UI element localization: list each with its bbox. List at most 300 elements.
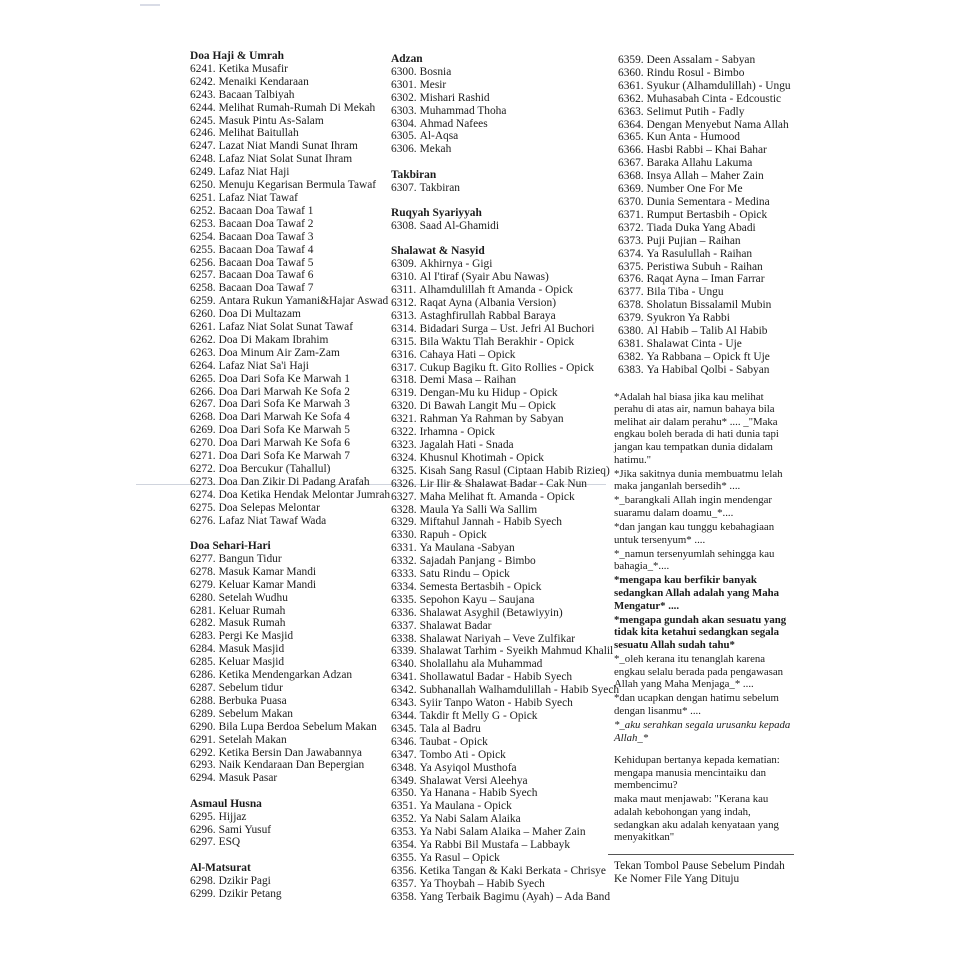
track-title: Bacaan Doa Tawaf 5 xyxy=(218,256,314,269)
track-list-item xyxy=(381,878,606,891)
track-number: 6242. xyxy=(190,75,216,88)
track-title: Satu Rindu – Opick xyxy=(419,568,510,581)
track-number: 6373. xyxy=(618,234,644,247)
track-title: Doa Dan Zikir Di Padang Arafah xyxy=(218,475,370,488)
track-number: 6371. xyxy=(618,208,644,221)
track-list-item xyxy=(180,682,380,695)
track-number: 6319. xyxy=(391,387,417,400)
track-number: 6313. xyxy=(391,309,417,322)
track-list-item xyxy=(180,386,380,399)
track-list-item xyxy=(608,106,794,119)
track-title: Sepohon Kayu – Saujana xyxy=(419,593,535,606)
track-number: 6244. xyxy=(190,101,216,114)
track-number: 6306. xyxy=(391,143,417,156)
track-title: Lafaz Niat Haji xyxy=(218,166,290,179)
track-title: Astaghfirullah Rabbal Baraya xyxy=(419,309,556,322)
track-list-item xyxy=(381,92,606,105)
track-list-item xyxy=(608,144,794,157)
track-section xyxy=(381,245,620,903)
track-number: 6241. xyxy=(190,62,216,75)
track-title: Syukur (Alhamdulillah) - Ungu xyxy=(646,79,791,92)
track-list-item xyxy=(381,413,606,426)
track-title: Bidadari Surga – Ust. Jefri Al Buchori xyxy=(419,322,595,335)
track-number: 6281. xyxy=(190,604,216,617)
track-title: Sholatun Bissalamil Mubin xyxy=(646,299,772,312)
track-title: ESQ xyxy=(218,836,241,849)
track-list-item xyxy=(180,579,380,592)
track-list-item xyxy=(180,450,380,463)
track-title: Lafaz Niat Solat Sunat Ihram xyxy=(218,153,353,166)
track-list-item xyxy=(180,373,380,386)
track-title: Insya Allah – Maher Zain xyxy=(646,170,764,183)
track-title: Dengan-Mu ku Hidup - Opick xyxy=(419,387,558,400)
track-number: 6310. xyxy=(391,271,417,284)
track-number: 6249. xyxy=(190,166,216,179)
track-title: Naik Kendaraan Dan Bepergian xyxy=(218,759,365,772)
track-title: Berbuka Puasa xyxy=(218,694,287,707)
track-number: 6366. xyxy=(618,144,644,157)
track-number: 6275. xyxy=(190,501,216,514)
track-list-item xyxy=(180,295,389,308)
track-number: 6336. xyxy=(391,606,417,619)
track-title: Lazat Niat Mandi Sunat Ihram xyxy=(218,140,358,153)
track-number: 6329. xyxy=(391,516,417,529)
track-list-item xyxy=(180,334,380,347)
track-list-item xyxy=(180,772,380,785)
track-list-item xyxy=(180,502,380,515)
track-list-item xyxy=(381,736,606,749)
track-title: Akhirnya - Gigi xyxy=(419,258,493,271)
track-number: 6337. xyxy=(391,619,417,632)
track-title: Doa Dari Marwah Ke Sofa 4 xyxy=(218,411,350,424)
quote-line: *Jika sakitnya dunia membuatmu lelah maka janganlah bersedih* .... xyxy=(614,467,783,493)
track-number: 6330. xyxy=(391,529,417,542)
track-title: Miftahul Jannah - Habib Syech xyxy=(419,516,562,529)
track-number: 6251. xyxy=(190,191,216,204)
track-number: 6274. xyxy=(190,488,216,501)
track-number: 6271. xyxy=(190,450,216,463)
track-title: Bacaan Doa Tawaf 3 xyxy=(218,230,314,243)
track-title: Demi Masa – Raihan xyxy=(419,374,517,387)
section-title: Adzan xyxy=(391,53,423,65)
track-number: 6357. xyxy=(391,877,417,890)
track-list-item xyxy=(381,645,614,658)
section-title: Asmaul Husna xyxy=(190,797,262,810)
track-number: 6323. xyxy=(391,438,417,451)
track-list-item xyxy=(608,286,794,299)
track-title: Sebelum tidur xyxy=(218,682,283,694)
track-number: 6360. xyxy=(618,66,644,79)
track-number: 6380. xyxy=(618,325,644,338)
track-list-item xyxy=(180,515,380,528)
track-title: Taubat - Opick xyxy=(419,735,488,748)
track-number: 6254. xyxy=(190,230,216,243)
track-number: 6262. xyxy=(190,333,216,346)
track-list-item xyxy=(381,491,606,504)
track-title: Ya Thoybah – Habib Syech xyxy=(419,877,545,890)
track-title: Rapuh - Opick xyxy=(419,529,487,542)
track-number: 6379. xyxy=(618,312,644,325)
track-list-item xyxy=(381,452,606,465)
track-title: Peristiwa Subuh - Raihan xyxy=(646,260,763,273)
track-list-item xyxy=(381,336,606,349)
track-title: Al Habib – Talib Al Habib xyxy=(646,325,768,338)
track-list-item xyxy=(180,656,380,669)
track-title: Keluar Rumah xyxy=(218,604,286,617)
track-number: 6291. xyxy=(190,733,216,746)
track-list-item xyxy=(180,166,380,179)
track-list-item xyxy=(381,800,606,813)
track-list-item xyxy=(180,888,380,901)
track-number: 6304. xyxy=(391,117,417,130)
track-title: Baraka Allahu Lakuma xyxy=(646,157,753,170)
track-title: Ketika Musafir xyxy=(218,62,288,75)
track-number: 6332. xyxy=(391,555,417,568)
track-number: 6308. xyxy=(391,219,417,232)
track-title: Ya Habibal Qolbi - Sabyan xyxy=(646,363,770,376)
quote-line: *dan ucapkan dengan hatimu sebelum dengan lisanmu* .... xyxy=(614,692,779,717)
track-title: Doa Di Makam Ibrahim xyxy=(218,333,329,346)
track-number: 6320. xyxy=(391,400,417,413)
track-number: 6311. xyxy=(391,284,417,297)
track-number: 6263. xyxy=(190,346,216,359)
track-list-item xyxy=(381,568,606,581)
track-number: 6353. xyxy=(391,826,417,839)
track-list-item xyxy=(180,192,380,205)
track-list-item xyxy=(180,643,380,656)
track-title: Masuk Masjid xyxy=(218,643,285,656)
track-number: 6341. xyxy=(391,671,417,684)
track-title: Bosnia xyxy=(419,65,452,78)
track-list-item xyxy=(381,749,606,762)
track-list-item xyxy=(180,669,380,682)
track-title: Bacaan Doa Tawaf 4 xyxy=(218,243,314,256)
track-title: Shalawat Nariyah – Veve Zulfikar xyxy=(419,632,576,645)
track-number: 6364. xyxy=(618,118,644,131)
quote-block xyxy=(608,391,794,745)
track-number: 6283. xyxy=(190,630,216,643)
track-title: Tombo Ati - Opick xyxy=(419,748,506,761)
track-list-item xyxy=(608,157,794,170)
track-title: Di Bawah Langit Mu – Opick xyxy=(419,400,556,413)
track-list-item xyxy=(608,131,794,144)
track-list-item xyxy=(180,231,380,244)
track-title: Masuk Pintu As-Salam xyxy=(218,114,324,127)
track-number: 6333. xyxy=(391,568,417,581)
track-list-item xyxy=(180,747,380,760)
track-title: Jagalah Hati - Snada xyxy=(419,438,514,451)
track-list-item xyxy=(180,76,380,89)
track-list-item xyxy=(381,762,606,775)
track-title: Shalawat Versi Aleehya xyxy=(419,774,528,787)
closing-line: Kehidupan bertanya kepada kematian: mengapa manusia mencintaiku dan membencimu? xyxy=(614,754,780,792)
track-title: Ya Nabi Salam Alaika xyxy=(419,813,521,826)
track-number: 6289. xyxy=(190,707,216,720)
track-number: 6299. xyxy=(190,887,216,900)
track-list-item xyxy=(381,182,606,195)
track-list-item xyxy=(608,80,794,93)
track-section xyxy=(180,50,391,528)
closing-block xyxy=(608,754,794,844)
track-title: Shalawat Tarhim - Syeikh Mahmud Khalil xyxy=(419,645,614,658)
track-number: 6301. xyxy=(391,78,417,91)
track-title: Keluar Kamar Mandi xyxy=(218,578,317,591)
track-number: 6272. xyxy=(190,463,216,475)
track-list-item xyxy=(381,865,606,878)
track-title: Ya Rabbana – Opick ft Uje xyxy=(646,350,770,363)
track-title: Shalawat Badar xyxy=(419,619,492,632)
track-number: 6259. xyxy=(190,295,216,308)
track-number: 6334. xyxy=(391,580,417,593)
track-list-item xyxy=(381,349,606,362)
track-list-item xyxy=(381,542,606,555)
track-list-item xyxy=(608,299,794,312)
track-number: 6376. xyxy=(618,273,644,286)
track-number: 6255. xyxy=(190,243,216,256)
track-list-item xyxy=(608,183,794,196)
track-number: 6354. xyxy=(391,839,417,852)
track-number: 6356. xyxy=(391,864,417,877)
track-title: Doa Dari Marwah Ke Sofa 6 xyxy=(218,437,350,450)
track-title: Doa Bercukur (Tahallul) xyxy=(218,463,331,475)
track-list-item xyxy=(180,759,380,772)
track-number: 6261. xyxy=(190,321,216,334)
track-title: Khusnul Khotimah - Opick xyxy=(419,451,544,464)
track-list-item xyxy=(180,140,380,153)
track-number: 6245. xyxy=(190,114,216,127)
column-middle xyxy=(381,53,620,904)
track-list-item xyxy=(381,374,606,387)
track-list-item xyxy=(608,364,794,377)
track-title: Yang Terbaik Bagimu (Ayah) – Ada Band xyxy=(419,890,611,903)
track-number: 6248. xyxy=(190,153,216,166)
track-list-item xyxy=(381,439,606,452)
track-title: Ketika Bersin Dan Jawabannya xyxy=(218,746,362,759)
track-list-item xyxy=(381,620,606,633)
track-number: 6359. xyxy=(618,54,644,66)
track-number: 6294. xyxy=(190,772,216,785)
section-title: Ruqyah Syariyyah xyxy=(391,207,482,220)
track-list-item xyxy=(381,775,606,788)
track-title: Ya Rasul – Opick xyxy=(419,851,500,864)
track-list-item xyxy=(180,308,380,321)
track-number: 6267. xyxy=(190,398,216,411)
track-list-item xyxy=(180,282,380,295)
track-title: Al I'tiraf (Syair Abu Nawas) xyxy=(419,271,549,284)
track-title: Irhamna - Opick xyxy=(419,426,495,439)
track-list-item xyxy=(180,476,380,489)
track-title: Rahman Ya Rahman by Sabyan xyxy=(419,413,564,426)
track-title: Melihat Baitullah xyxy=(218,127,299,140)
track-number: 6288. xyxy=(190,694,216,707)
track-list-item xyxy=(180,179,380,192)
track-number: 6322. xyxy=(391,426,417,439)
track-title: Bila Tiba - Ungu xyxy=(646,286,724,299)
track-number: 6268. xyxy=(190,411,216,424)
track-title: Dzikir Petang xyxy=(218,887,282,900)
track-title: Lafaz Niat Solat Sunat Tawaf xyxy=(218,321,354,334)
track-list-item xyxy=(381,658,606,671)
track-section xyxy=(381,207,606,233)
track-list-item xyxy=(381,464,610,478)
track-list-item xyxy=(180,630,380,643)
track-list-item xyxy=(381,79,606,92)
track-list-item xyxy=(381,710,606,723)
track-list-item xyxy=(180,566,380,579)
track-title: Shalawat Cinta - Uje xyxy=(646,337,742,350)
track-list-item xyxy=(381,684,620,697)
track-list-item xyxy=(608,170,794,183)
track-title: Doa Dari Sofa Ke Marwah 5 xyxy=(218,424,350,437)
track-title: Doa Dari Sofa Ke Marwah 3 xyxy=(218,398,350,411)
track-number: 6369. xyxy=(618,183,644,196)
track-list-item xyxy=(180,488,391,502)
track-list-item xyxy=(180,605,380,618)
track-list-item xyxy=(180,321,380,334)
track-list-item xyxy=(608,54,794,67)
track-number: 6307. xyxy=(391,181,417,194)
track-list-item xyxy=(381,826,606,839)
track-list-item xyxy=(180,127,380,140)
track-title: Cahaya Hati – Opick xyxy=(419,348,516,361)
quote-line: *dan jangan kau tunggu kebahagiaan untuk tersenyum* .... xyxy=(614,521,775,546)
track-title: Doa Minum Air Zam-Zam xyxy=(218,346,340,359)
track-number: 6257. xyxy=(190,269,216,282)
track-list-item xyxy=(381,852,606,865)
track-title: Masuk Kamar Mandi xyxy=(218,565,317,578)
track-number: 6338. xyxy=(391,632,417,645)
track-list-item xyxy=(381,426,606,439)
track-list-item xyxy=(608,209,794,222)
track-number: 6358. xyxy=(391,890,417,903)
track-list-item xyxy=(381,671,606,684)
track-number: 6309. xyxy=(391,258,417,271)
track-number: 6278. xyxy=(190,565,216,578)
track-list-item xyxy=(180,811,380,824)
track-title: Dunia Sementara - Medina xyxy=(646,195,770,208)
track-number: 6285. xyxy=(190,656,216,669)
track-number: 6279. xyxy=(190,578,216,591)
column-right xyxy=(608,54,794,886)
track-list-item xyxy=(180,205,380,218)
track-list-item xyxy=(381,607,606,620)
track-title: Doa Di Multazam xyxy=(218,308,301,321)
track-title: Maula Ya Salli Wa Sallim xyxy=(419,503,538,516)
track-title: Setelah Wudhu xyxy=(218,591,288,604)
track-list-item xyxy=(180,824,380,837)
track-list-item xyxy=(608,338,794,351)
track-title: Rindu Rosul - Bimbo xyxy=(646,66,745,79)
track-title: Pergi Ke Masjid xyxy=(218,630,294,643)
track-title: Setelah Makan xyxy=(218,733,287,746)
track-title: Cukup Bagiku ft. Gito Rollies - Opick xyxy=(419,361,594,374)
track-list-item xyxy=(381,723,606,736)
track-title: Deen Assalam - Sabyan xyxy=(646,54,756,66)
track-section xyxy=(608,54,794,377)
track-list-item xyxy=(180,708,380,721)
track-title: Ketika Mendengarkan Adzan xyxy=(218,669,353,682)
column-left xyxy=(180,50,391,901)
track-number: 6326. xyxy=(391,477,417,490)
track-title: Number One For Me xyxy=(646,183,743,196)
track-list-item xyxy=(381,839,606,852)
track-title: Bila Lupa Berdoa Sebelum Makan xyxy=(218,720,377,733)
quote-line: *_barangkali Allah ingin mendengar suaramu dalam doamu_*.... xyxy=(614,494,773,519)
track-number: 6355. xyxy=(391,851,417,864)
track-title: Bacaan Doa Tawaf 6 xyxy=(218,269,314,282)
track-list-item xyxy=(608,235,794,248)
track-list-item xyxy=(180,347,380,360)
track-list-item xyxy=(381,323,606,336)
track-number: 6317. xyxy=(391,361,417,374)
track-number: 6382. xyxy=(618,350,644,363)
track-title: Subhanallah Walhamdulillah - Habib Syech xyxy=(419,684,620,697)
track-title: Melihat Rumah-Rumah Di Mekah xyxy=(218,101,376,114)
track-number: 6375. xyxy=(618,260,644,273)
track-number: 6277. xyxy=(190,552,216,565)
track-title: Alhamdulillah ft Amanda - Opick xyxy=(419,284,573,297)
track-list-item xyxy=(381,66,606,79)
track-list-item xyxy=(381,697,606,710)
track-list-item xyxy=(180,836,380,849)
track-title: Tiada Duka Yang Abadi xyxy=(646,221,756,234)
track-title: Bacaan Doa Tawaf 7 xyxy=(218,282,314,295)
track-number: 6282. xyxy=(190,617,216,630)
track-list-item xyxy=(608,67,794,80)
scan-artifact xyxy=(140,4,160,6)
track-list-item xyxy=(381,890,611,904)
track-title: Syiir Tanpo Waton - Habib Syech xyxy=(419,697,573,710)
track-title: Bila Waktu Tlah Berakhir - Opick xyxy=(419,335,575,348)
track-number: 6246. xyxy=(190,127,216,140)
track-title: Takdir ft Melly G - Opick xyxy=(419,710,538,722)
section-title: Takbiran xyxy=(391,168,437,181)
track-title: Raqat Ayna (Albania Version) xyxy=(419,297,556,309)
track-list-item xyxy=(381,220,606,233)
track-title: Ya Rasulullah - Raihan xyxy=(646,247,753,260)
track-number: 6264. xyxy=(190,359,216,372)
track-number: 6339. xyxy=(391,645,417,658)
track-number: 6345. xyxy=(391,722,417,735)
track-number: 6260. xyxy=(190,308,216,321)
track-list-item xyxy=(608,261,794,274)
track-title: Mesir xyxy=(419,78,447,91)
track-title: Saad Al-Ghamidi xyxy=(419,219,500,232)
track-number: 6370. xyxy=(618,195,644,208)
track-title: Menaiki Kendaraan xyxy=(218,75,309,88)
section-title: Doa Haji & Umrah xyxy=(190,50,284,62)
track-title: Raqat Ayna – Iman Farrar xyxy=(646,273,765,286)
track-title: Sholallahu ala Muhammad xyxy=(419,658,543,671)
track-number: 6361. xyxy=(618,79,644,92)
track-number: 6374. xyxy=(618,247,644,260)
section-title: Shalawat & Nasyid xyxy=(391,245,485,258)
track-list-item xyxy=(180,695,380,708)
track-title: Lir Ilir & Shalawat Badar - Cak Nun xyxy=(419,477,587,490)
track-number: 6346. xyxy=(391,735,417,748)
track-list-item xyxy=(180,89,380,102)
track-list-item xyxy=(180,398,380,411)
track-number: 6302. xyxy=(391,91,417,104)
track-section xyxy=(180,540,380,785)
track-list-item xyxy=(180,721,380,734)
track-number: 6368. xyxy=(618,170,644,183)
track-number: 6276. xyxy=(190,514,216,527)
track-list-item xyxy=(180,63,380,76)
track-list-item xyxy=(381,143,606,156)
track-number: 6325. xyxy=(391,464,417,477)
track-number: 6280. xyxy=(190,591,216,604)
